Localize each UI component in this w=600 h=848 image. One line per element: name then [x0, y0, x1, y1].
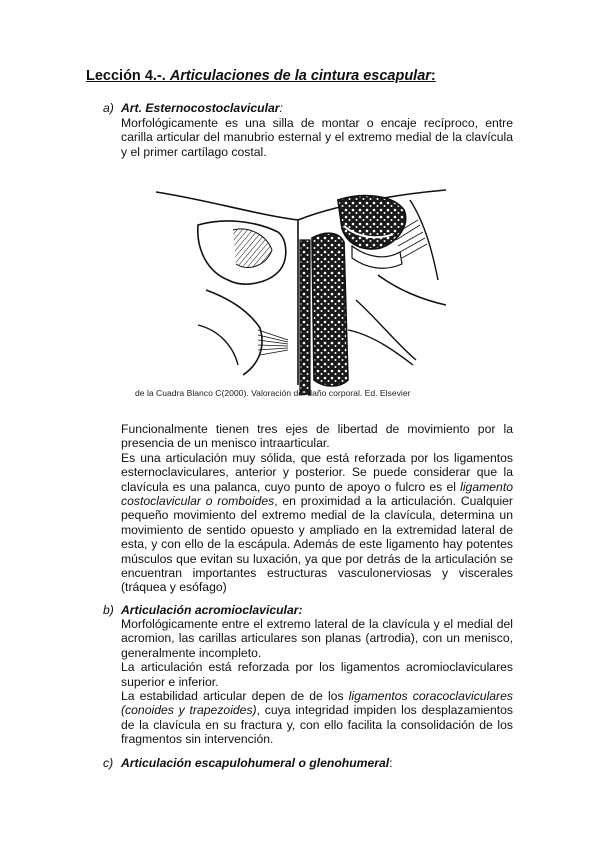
- section-c-letter: c): [103, 756, 114, 770]
- figure-caption: de la Cuadra Blanco C(2000). Valoración del daño corporal. Ed. Elsevier: [135, 388, 411, 398]
- section-b-p3-text-b: , cuya integridad impiden los desplazamientos de la clavícula en su fractura y, con ello facilita la consolidación de los fragmentos sin intervención.: [121, 703, 513, 747]
- lesson-title: [86, 68, 436, 84]
- section-a-title: Art. Esternocostoclavicular: [121, 101, 280, 115]
- lesson-title-main: Articulaciones de la cintura escapular: [169, 68, 431, 84]
- section-c-title: Articulación escapulohumeral o glenohumeral: [121, 756, 390, 770]
- section-a-p2-italic: ligamento costoclavicular o romboides: [121, 479, 513, 509]
- section-a-intro-text: Morfológicamente es una silla de montar o encaje recíproco, entre carilla articular del manubrio esternal y el extremo medial de la clavícula y el primer cartílago costal.: [121, 116, 513, 159]
- section-b-paragraph-1: Morfológicamente entre el extremo lateral de la clavícula y el medial del acromion, las carillas articulares son planas (artrodia), con un menisco, generalmente incompleto.: [121, 617, 513, 660]
- section-a-heading: [103, 101, 283, 115]
- section-b-p3-text-a: La estabilidad articular depen de de los: [121, 689, 349, 704]
- section-a-body: [121, 422, 513, 595]
- section-b-p3-italic: ligamentos coracoclaviculares (conoides y trapezoides): [121, 689, 513, 718]
- section-a-colon: :: [279, 101, 283, 115]
- section-c-heading: [103, 756, 393, 770]
- lesson-title-suffix: :: [430, 68, 436, 84]
- section-b-paragraph-3: [121, 689, 513, 747]
- section-a-paragraph-2: [121, 451, 513, 595]
- section-b-letter: b): [103, 603, 114, 617]
- section-a-p2-text-b: , en proximidad a la articulación. Cualquier pequeño movimiento del extremo medial de la clavícula, determina un movimiento de sentido opuesto y ampliado en la extremidad lateral de esta, y con ello de la escápula. Además de este ligamento hay potentes músculos que evitan su luxación, ya que por detrás de la articulación se encuentran importantes estructuras vasculonerviosas y viscerales (tráquea y esófago): [121, 494, 513, 595]
- lesson-title-prefix: Lección 4.-.: [86, 68, 170, 84]
- section-a-letter: a): [103, 101, 114, 115]
- section-b-paragraph-2: La articulación está reforzada por los ligamentos acromioclaviculares superior e inferior.: [121, 660, 513, 689]
- section-b-body: [121, 617, 513, 747]
- section-b-heading: [103, 603, 303, 617]
- section-b-title: Articulación acromioclavicular:: [121, 603, 303, 617]
- sternoclavicular-joint-figure: [148, 180, 448, 395]
- section-a-intro: [121, 116, 513, 159]
- section-a-p2-text-a: Es una articulación muy sólida, que está reforzada por los ligamentos esternoclaviculares, anterior y posterior. Se puede considerar que la clavícula es una palanca, cuyo punto de apoyo o fulcro es el: [121, 450, 513, 494]
- section-c-colon: :: [389, 756, 393, 770]
- section-a-paragraph-1: Funcionalmente tienen tres ejes de libertad de movimiento por la presencia de un menisco intraarticular.: [121, 422, 513, 451]
